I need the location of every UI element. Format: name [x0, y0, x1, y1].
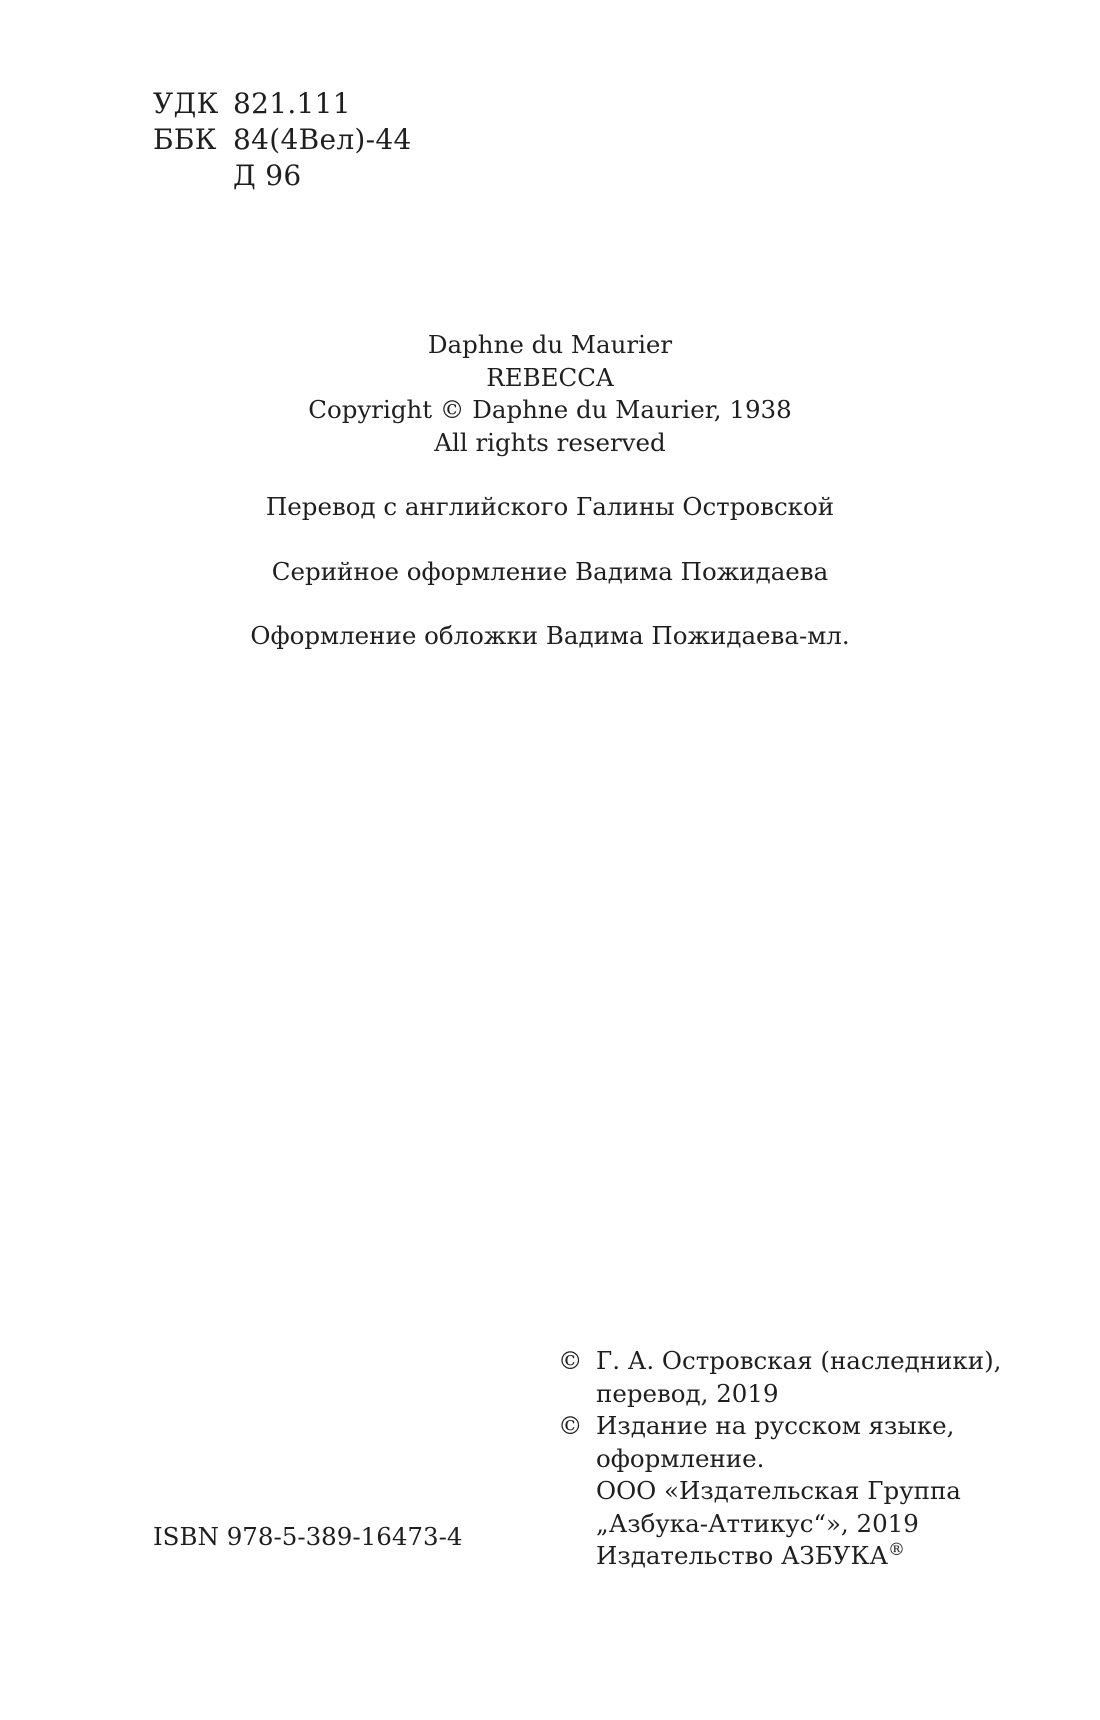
udk-value: 821.111: [233, 87, 351, 120]
bbk-label: ББК: [153, 123, 217, 156]
udk-label: УДК: [153, 87, 219, 120]
bbk-value: 84(4Вел)-44: [233, 123, 412, 156]
udk-row: [153, 86, 412, 122]
cover-design-credit: Оформление обложки Вадима Пожидаева-мл.: [250, 621, 850, 650]
original-author: Daphne du Maurier: [427, 330, 673, 359]
classification-block: [153, 86, 412, 194]
edition-copyright-line2: оформление.: [596, 1443, 765, 1473]
copyright-symbol: ©: [558, 1411, 583, 1440]
publisher-name: Издательство АЗБУКА: [596, 1541, 889, 1570]
edition-copyright-line3: ООО «Издательская Группа: [596, 1476, 961, 1505]
translator-copyright-line2: перевод, 2019: [596, 1378, 779, 1408]
rights-reserved: All rights reserved: [434, 427, 666, 457]
original-edition-block: [0, 329, 1100, 653]
publisher-line: [596, 1540, 905, 1573]
edition-copyright-line4: „Азбука-Аттикус“», 2019: [596, 1508, 919, 1538]
author-mark: Д 96: [233, 159, 302, 192]
registered-trademark-mark: ®: [888, 1539, 906, 1560]
copyright-notices: [558, 1345, 1001, 1573]
isbn: ISBN 978-5-389-16473-4: [153, 1522, 463, 1551]
translator-copyright-row: [558, 1345, 1001, 1378]
copyright-symbol: ©: [558, 1346, 583, 1375]
translator-copyright-line1: Г. А. Островская (наследники),: [596, 1346, 1002, 1375]
edition-copyright-line1: Издание на русском языке,: [596, 1411, 955, 1440]
series-design-credit: Серийное оформление Вадима Пожидаева: [271, 556, 829, 586]
author-mark-row: [153, 158, 412, 194]
edition-copyright-row: [558, 1410, 1001, 1443]
original-copyright: Copyright © Daphne du Maurier, 1938: [308, 395, 792, 424]
original-title: REBECCA: [486, 362, 614, 392]
bbk-row: [153, 122, 412, 158]
translation-credit: Перевод с английского Галины Островской: [265, 492, 835, 521]
